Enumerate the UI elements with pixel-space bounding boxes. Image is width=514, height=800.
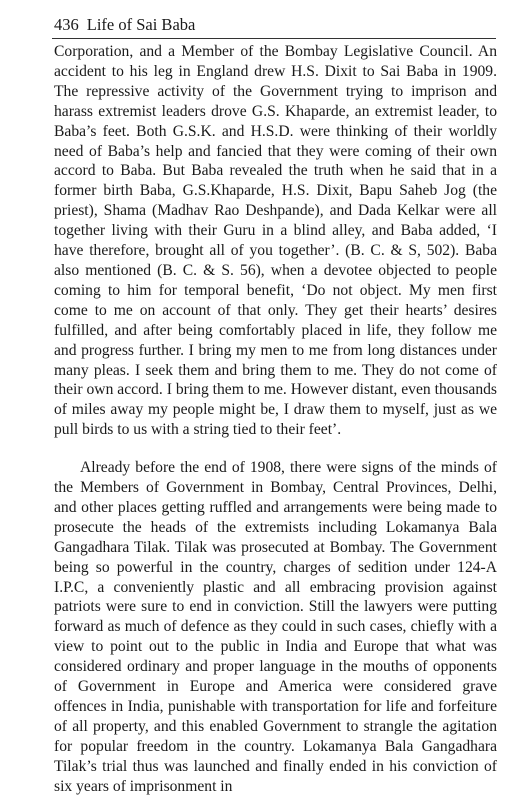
paragraph: Corporation, and a Member of the Bombay Legislative Council. An accident to his leg in England drew H.S. Dixit to Sai Baba in 1909. The repressive activity of the Government trying to imprison and harass extremist leaders drove G.S. Khaparde, an extremist leader, to Baba’s feet. Both G.S.K. and H.S.D. were thinking of their worldly need of Baba’s help and fancied that they were coming of their own accord to Baba. But Baba revealed the truth when he said that in a former birth Baba, G.S.Khaparde, H.S. Dixit, Bapu Saheb Jog (the priest), Shama (Madhav Rao Deshpande), and Dada Kelkar were all together living with their Guru in a blind alley, and Baba added, ‘I have therefore, brought all of you together’. (B. C. & S, 502). Baba also mentioned (B. C. & S. 56), when a devotee objected to people coming to him for temporal benefit, ‘Do not object. My men first come to me on account of that only. They get their hearts’ desires fulfilled, and after being comfortably placed in life, they follow me and progress further. I bring my men to me from long distances under many pleas. I seek them and bring them to me. They do not come of their own accord. I bring them to me. However distant, even thousands of miles away my people might be, I draw them to myself, just as we pull birds to us with a string tied to their feet’. [54, 43, 497, 439]
body-text [54, 42, 497, 797]
paragraph: Already before the end of 1908, there were signs of the minds of the Members of Government in Bombay, Central Provinces, Delhi, and other places getting ruffled and arrangements were being made to prosecute the heads of the extremists including Lokamanya Bala Gangadhara Tilak. Tilak was prosecuted at Bombay. The Government being so powerful in the country, charges of sedition under 124-A I.P.C, a conveniently plastic and all embracing provision against patriots were sure to end in conviction. Still the lawyers were putting forward as much of defence as they could in such cases, chiefly with a view to point out to the public in India and Europe that what was considered ordinary and proper language in the mouths of opponents of Government in Europe and America were considered grave offences in India, punishable with transportation for life and forfeiture of all property, and this enabled Government to strangle the agitation for popular freedom in the country. Lokamanya Bala Gangadhara Tilak’s trial thus was launched and finally ended in his conviction of six years of imprisonment in [54, 459, 497, 795]
page-number: 436 [54, 15, 79, 34]
running-header [54, 14, 474, 36]
running-title: Life of Sai Baba [86, 15, 196, 34]
header-divider [52, 38, 496, 39]
